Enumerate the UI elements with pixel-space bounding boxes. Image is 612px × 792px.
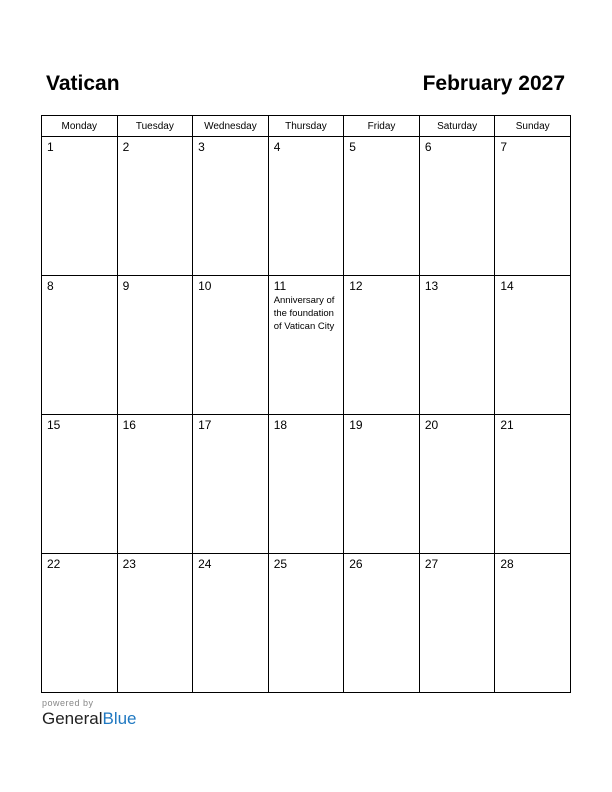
holiday-label [42, 154, 117, 155]
day-cell [495, 276, 571, 415]
week-row [42, 276, 571, 415]
day-number: 28 [500, 557, 514, 571]
day-number: 6 [424, 140, 432, 154]
day-number: 16 [122, 418, 136, 432]
day-cell [495, 415, 571, 554]
brand-blue: Blue [102, 709, 137, 728]
holiday-label [118, 432, 193, 433]
holiday-label [42, 432, 117, 433]
holiday-label [420, 432, 495, 433]
holiday-label [420, 571, 495, 572]
holiday-label [118, 571, 193, 572]
holiday-label [193, 154, 268, 155]
day-cell [42, 415, 118, 554]
day-number: 24 [198, 557, 212, 571]
footer-branding [42, 697, 137, 729]
day-cell [193, 276, 269, 415]
day-number: 4 [273, 140, 281, 154]
holiday-label [495, 293, 570, 294]
day-cell [193, 415, 269, 554]
day-number: 15 [47, 418, 61, 432]
weekday-thursday: Thursday [268, 116, 344, 137]
holiday-label [420, 154, 495, 155]
day-number: 27 [424, 557, 439, 571]
weekday-friday: Friday [344, 116, 420, 137]
holiday-label [495, 154, 570, 155]
weekday-header-row [42, 116, 571, 137]
day-cell [344, 415, 420, 554]
holiday-label [193, 571, 268, 572]
powered-by-text: powered by [42, 698, 94, 708]
day-number: 11 [273, 279, 287, 293]
weekday-tuesday: Tuesday [117, 116, 193, 137]
holiday-label [269, 432, 344, 433]
day-cell [495, 137, 571, 276]
day-cell [42, 276, 118, 415]
day-cell [268, 415, 344, 554]
holiday-label [193, 432, 268, 433]
day-cell [117, 137, 193, 276]
day-cell [419, 554, 495, 693]
holiday-label [344, 154, 419, 155]
day-cell [42, 554, 118, 693]
day-number: 20 [424, 418, 439, 432]
day-number: 7 [500, 140, 508, 154]
holiday-label [42, 571, 117, 572]
holiday-label [118, 154, 193, 155]
country-title: Vatican [46, 72, 120, 95]
day-number: 8 [47, 279, 54, 293]
day-cell [344, 137, 420, 276]
holiday-label [42, 293, 117, 294]
day-cell [268, 137, 344, 276]
holiday-label: Anniversary of the foundation of Vatican City [273, 295, 335, 332]
day-number: 23 [122, 557, 136, 571]
day-cell [419, 137, 495, 276]
weekday-monday: Monday [42, 116, 118, 137]
holiday-label [495, 571, 570, 572]
day-cell [344, 276, 420, 415]
day-cell [193, 137, 269, 276]
weekday-sunday: Sunday [495, 116, 571, 137]
day-cell [495, 554, 571, 693]
holiday-label [118, 293, 193, 294]
day-cell [193, 554, 269, 693]
day-number: 3 [198, 140, 205, 154]
day-cell [419, 415, 495, 554]
month-year-title: February 2027 [422, 72, 565, 95]
day-cell [117, 415, 193, 554]
holiday-label [420, 293, 495, 294]
day-number: 18 [273, 418, 288, 432]
holiday-label [344, 293, 419, 294]
week-row [42, 554, 571, 693]
holiday-label [344, 571, 419, 572]
day-cell [419, 276, 495, 415]
day-number: 2 [122, 140, 130, 154]
day-cell [117, 554, 193, 693]
day-cell [268, 276, 344, 415]
day-number: 13 [424, 279, 439, 293]
day-number: 12 [349, 279, 363, 293]
calendar-header [46, 70, 565, 98]
day-number: 26 [349, 557, 363, 571]
day-number: 1 [47, 140, 54, 154]
calendar-grid [41, 115, 571, 693]
day-cell [42, 137, 118, 276]
week-row [42, 137, 571, 276]
day-number: 25 [273, 557, 288, 571]
day-cell [268, 554, 344, 693]
day-number: 19 [349, 418, 363, 432]
generalblue-logo[interactable] [42, 709, 137, 729]
day-cell [117, 276, 193, 415]
day-number: 9 [122, 279, 130, 293]
weekday-saturday: Saturday [419, 116, 495, 137]
holiday-label [344, 432, 419, 433]
day-number: 21 [500, 418, 514, 432]
holiday-label [269, 571, 344, 572]
day-number: 14 [500, 279, 514, 293]
week-row [42, 415, 571, 554]
brand-general: General [42, 709, 103, 728]
day-number: 10 [198, 279, 212, 293]
day-number: 17 [198, 418, 212, 432]
weekday-wednesday: Wednesday [193, 116, 269, 137]
day-cell [344, 554, 420, 693]
day-number: 5 [349, 140, 356, 154]
holiday-label [269, 154, 344, 155]
day-number: 22 [47, 557, 61, 571]
holiday-label [193, 293, 268, 294]
holiday-label [495, 432, 570, 433]
